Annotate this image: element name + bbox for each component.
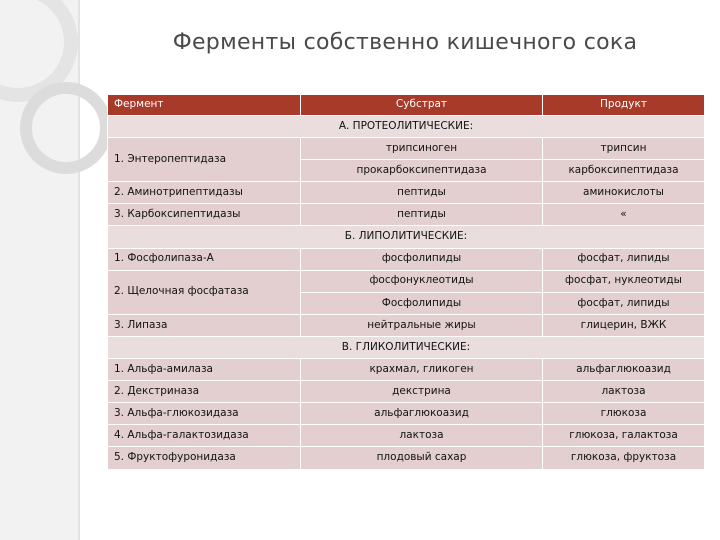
enzyme-cell: 1. Энтеропептидаза xyxy=(108,138,301,182)
substrate-cell: пептиды xyxy=(301,204,543,226)
product-cell: глюкоза xyxy=(543,403,705,425)
product-cell: фосфат, липиды xyxy=(543,248,705,270)
product-cell: аминокислоты xyxy=(543,182,705,204)
sidebar-divider xyxy=(78,0,80,540)
product-cell: карбоксипептидаза xyxy=(543,160,705,182)
product-cell: « xyxy=(543,204,705,226)
header-substrate: Субстрат xyxy=(301,95,543,116)
product-cell: глицерин, ВЖК xyxy=(543,314,705,336)
section-row-glycolytic xyxy=(108,336,705,358)
substrate-cell: альфаглюкоазид xyxy=(301,403,543,425)
substrate-cell: фосфонуклеотиды xyxy=(301,270,543,292)
enzyme-cell: 2. Аминотрипептидазы xyxy=(108,182,301,204)
table-row xyxy=(108,359,705,381)
enzyme-cell: 3. Липаза xyxy=(108,314,301,336)
enzyme-cell: 1. Альфа-амилаза xyxy=(108,359,301,381)
section-row-proteolytic xyxy=(108,116,705,138)
product-cell: трипсин xyxy=(543,138,705,160)
product-cell: фосфат, нуклеотиды xyxy=(543,270,705,292)
product-cell: глюкоза, фруктоза xyxy=(543,447,705,469)
substrate-cell: нейтральные жиры xyxy=(301,314,543,336)
product-cell: альфаглюкоазид xyxy=(543,359,705,381)
section-label: Б. ЛИПОЛИТИЧЕСКИЕ: xyxy=(108,226,705,248)
enzyme-cell: 4. Альфа-галактозидаза xyxy=(108,425,301,447)
table-row xyxy=(108,403,705,425)
table-row xyxy=(108,314,705,336)
product-cell: лактоза xyxy=(543,381,705,403)
enzyme-cell: 2. Щелочная фосфатаза xyxy=(108,270,301,314)
decorative-ring-middle xyxy=(20,82,112,174)
substrate-cell: плодовый сахар xyxy=(301,447,543,469)
table-row xyxy=(108,182,705,204)
enzyme-cell: 5. Фруктофуронидаза xyxy=(108,447,301,469)
table-row xyxy=(108,248,705,270)
header-enzyme: Фермент xyxy=(108,95,301,116)
substrate-cell: пептиды xyxy=(301,182,543,204)
substrate-cell: декстрина xyxy=(301,381,543,403)
table-row xyxy=(108,204,705,226)
substrate-cell: лактоза xyxy=(301,425,543,447)
slide-title: Ферменты собственно кишечного сока xyxy=(172,30,638,55)
section-label: А. ПРОТЕОЛИТИЧЕСКИЕ: xyxy=(108,116,705,138)
enzyme-cell: 3. Карбоксипептидазы xyxy=(108,204,301,226)
substrate-cell: трипсиноген xyxy=(301,138,543,160)
table-row xyxy=(108,381,705,403)
section-label: В. ГЛИКОЛИТИЧЕСКИЕ: xyxy=(108,336,705,358)
substrate-cell: фосфолипиды xyxy=(301,248,543,270)
substrate-cell: крахмал, гликоген xyxy=(301,359,543,381)
substrate-cell: Фосфолипиды xyxy=(301,292,543,314)
product-cell: глюкоза, галактоза xyxy=(543,425,705,447)
table-row xyxy=(108,138,705,160)
enzyme-cell: 3. Альфа-глюкозидаза xyxy=(108,403,301,425)
table-row xyxy=(108,447,705,469)
header-product: Продукт xyxy=(543,95,705,116)
product-cell: фосфат, липиды xyxy=(543,292,705,314)
substrate-cell: прокарбоксипептидаза xyxy=(301,160,543,182)
enzyme-cell: 1. Фосфолипаза-А xyxy=(108,248,301,270)
table-row xyxy=(108,270,705,292)
table-row xyxy=(108,425,705,447)
enzyme-cell: 2. Декстриназа xyxy=(108,381,301,403)
table-header-row xyxy=(108,95,705,116)
section-row-lipolytic xyxy=(108,226,705,248)
enzyme-table xyxy=(107,94,705,470)
